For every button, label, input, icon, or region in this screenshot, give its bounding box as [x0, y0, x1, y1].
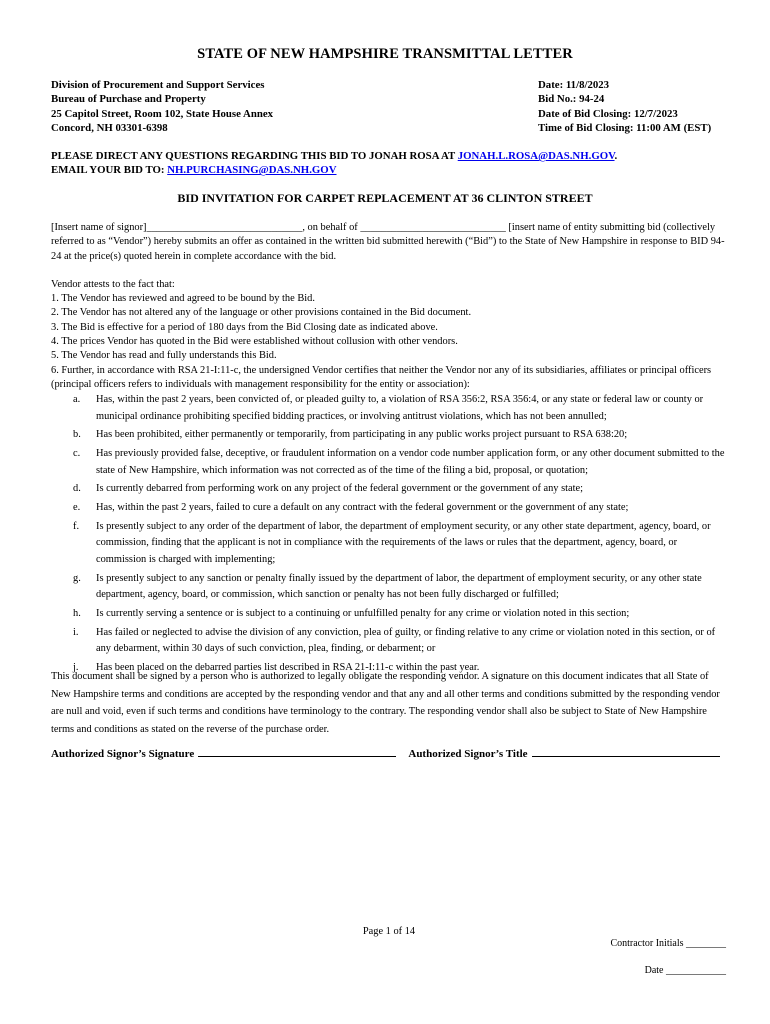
certification-letter: g.	[73, 572, 81, 584]
certification-text: Has, within the past 2 years, failed to cure a default on any contract with the federal government or the government of any state;	[96, 502, 629, 514]
signature-row	[51, 746, 727, 760]
certification-letter: b.	[73, 429, 81, 441]
certification-item	[51, 427, 727, 443]
certification-text: Has been placed on the debarred parties list described in RSA 21-I:11-c within the past year.	[96, 661, 480, 673]
bid-closing-time: Time of Bid Closing: 11:00 AM (EST)	[538, 121, 712, 134]
agency-division: Division of Procurement and Support Services	[51, 79, 265, 91]
questions-text: PLEASE DIRECT ANY QUESTIONS REGARDING THIS BID TO JONAH ROSA AT	[51, 150, 458, 162]
intro-paragraph: [Insert name of signor]______________________________, on behalf of ____________________________ [insert name of entity submitting bid (collectively referred to as “Vendor”) hereby submits an offer as contained in the written bid submitted herewith (“Bid”) to the State of New Hampshire in response to BID 94-24 at the price(s) quoted herein in complete accordance with the bid.	[51, 222, 725, 262]
bid-number: Bid No.: 94-24	[538, 93, 605, 106]
attest-item: 2. The Vendor has not altered any of the language or other provisions contained in the Bid document.	[51, 307, 472, 319]
bid-invitation-title: BID INVITATION FOR CARPET REPLACEMENT AT 36 CLINTON STREET	[177, 191, 593, 205]
agency-street: 25 Capitol Street, Room 102, State House Annex	[51, 107, 274, 120]
signature-field[interactable]	[198, 746, 396, 757]
questions-period: .	[614, 150, 618, 162]
certification-letter: j.	[73, 661, 79, 673]
certification-text: Has previously provided false, deceptive, or fraudulent information on a vendor code number application form, or any other document submitted to the state of New Hampshire, which information was not corrected as of the time of the filing a bid, proposal, or quotation;	[96, 448, 725, 476]
certification-letter: a.	[73, 394, 81, 406]
certification-item	[51, 519, 727, 568]
contact-directions	[51, 149, 731, 178]
agency-bureau: Bureau of Purchase and Property	[51, 93, 206, 106]
certification-text: Has, within the past 2 years, been convicted of, or pleaded guilty to, a violation of RSA 356:2, RSA 356:4, or any state or federal law or county or municipal ordinance prohibiting specified bidding practices, or involving antitrust violations, which has not been annulled;	[96, 394, 704, 422]
signature-label: Authorized Signor’s Signature	[51, 748, 195, 760]
footer-date: Date ____________	[644, 965, 726, 976]
contractor-initials: Contractor Initials ________	[610, 938, 726, 949]
certification-item	[51, 500, 727, 516]
certification-text: Is presently subject to any order of the department of labor, the department of employment security, or any other state department, agency, board, or commission, finding that the applicant is not in compliance with the requirements of the laws or rules that the department, agency, board, or commission is charged with implementing;	[96, 521, 711, 565]
document-title: STATE OF NEW HAMPSHIRE TRANSMITTAL LETTER	[197, 46, 573, 62]
attest-item: 4. The prices Vendor has quoted in the Bid were established without collusion with other vendors.	[51, 336, 458, 348]
letter-body	[51, 221, 727, 679]
contact-email-link[interactable]: JONAH.L.ROSA@DAS.NH.GOV	[457, 150, 615, 162]
closing-paragraph: This document shall be signed by a person who is authorized to legally obligate the responding vendor. A signature on this document indicates that all State of New Hampshire terms and conditions are accepted by the responding vendor and that any and all other terms and conditions submitted by the responding vendor are null and void, even if such terms and conditions have terminology to the contrary. The responding vendor shall also be subject to State of New Hampshire terms and conditions as stated on the reverse of the purchase order.	[51, 671, 720, 735]
certification-letter: f.	[73, 521, 80, 533]
certification-item	[51, 392, 727, 425]
attest-item: 5. The Vendor has read and fully understands this Bid.	[51, 350, 277, 362]
certification-text: Has been prohibited, either permanently or temporarily, from participating in any public works project pursuant to RSA 638:20;	[96, 429, 628, 441]
signor-title-label: Authorized Signor’s Title	[408, 748, 528, 760]
submit-text: EMAIL YOUR BID TO:	[51, 164, 168, 177]
submission-email-link[interactable]: NH.PURCHASING@DAS.NH.GOV	[167, 164, 337, 177]
attest-item: 1. The Vendor has reviewed and agreed to be bound by the Bid.	[51, 293, 315, 305]
attest-heading: Vendor attests to the fact that:	[51, 278, 175, 290]
certification-item	[51, 625, 727, 658]
agency-address-block	[51, 78, 273, 135]
certification-letter: e.	[73, 502, 81, 514]
signor-title-field[interactable]	[532, 746, 720, 757]
certification-letter: c.	[73, 448, 81, 460]
page-number: Page 1 of 14	[362, 926, 416, 937]
certification-letter: h.	[73, 607, 81, 619]
certification-item	[51, 446, 727, 479]
certification-letter: d.	[73, 483, 81, 495]
certification-item	[51, 481, 727, 497]
certification-text: Has failed or neglected to advise the division of any conviction, plea of guilty, or finding relative to any crime or violation noted in this section, or of any debarment, within 30 days of such conviction, plea, finding, or debarment; or	[96, 626, 716, 655]
agency-city: Concord, NH 03301-6398	[51, 121, 168, 134]
certification-letter: i.	[73, 626, 79, 638]
bid-closing-date: Date of Bid Closing: 12/7/2023	[538, 107, 678, 120]
certification-item	[51, 606, 727, 622]
attest-item: 3. The Bid is effective for a period of 180 days from the Bid Closing date as indicated above.	[51, 321, 438, 333]
certification-text: Is currently debarred from performing work on any project of the federal government or the government of any state;	[96, 483, 584, 495]
certification-text: Is presently subject to any sanction or penalty finally issued by the department of labor, the department of employment security, or any other state department, agency, board, or commission, which sanction or penalty has not been fully discharged or fulfilled;	[96, 572, 702, 601]
certification-text: Is currently serving a sentence or is subject to a continuing or unfulfilled penalty for any crime or violation noted in this section;	[96, 607, 630, 619]
bid-date: Date: 11/8/2023	[538, 79, 610, 91]
bid-info-block	[538, 78, 711, 135]
certification-item	[51, 571, 727, 604]
attest-item-6: 6. Further, in accordance with RSA 21-I:11-c, the undersigned Vendor certifies that neither the Vendor nor any of its subsidiaries, affiliates or principal officers (principal officers refers to individuals with management responsibility for the entity or association):	[51, 364, 712, 390]
